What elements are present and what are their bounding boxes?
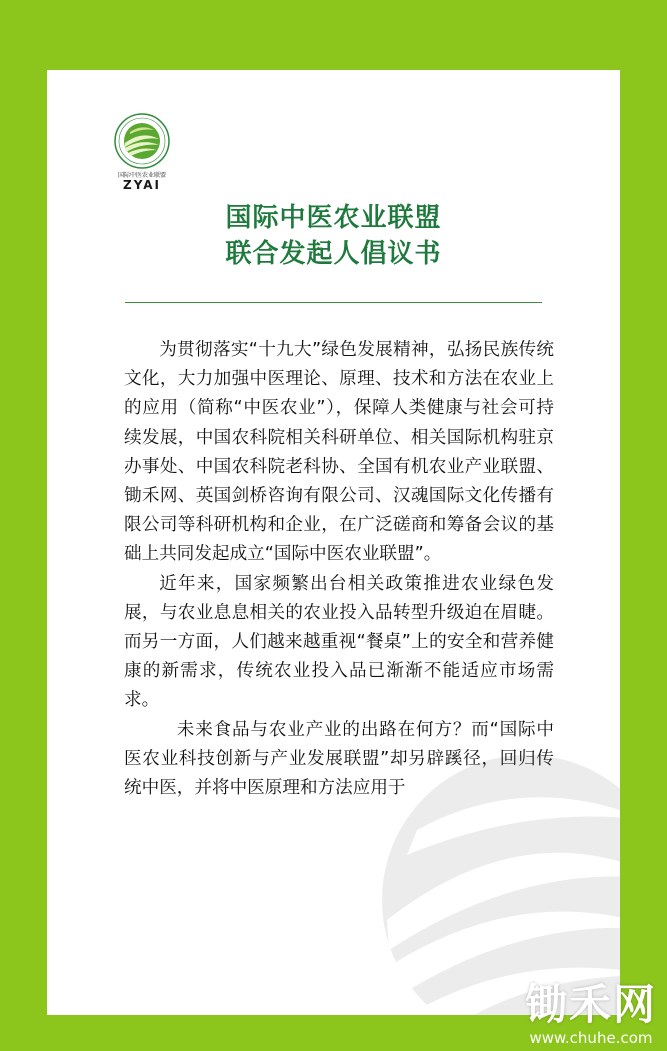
title-divider bbox=[125, 302, 542, 303]
title-line-1: 国际中医农业联盟 bbox=[225, 203, 442, 233]
title-line-2: 联合发起人倡议书 bbox=[225, 239, 442, 269]
chuhe-watermark bbox=[525, 980, 657, 1046]
logo-emblem-icon bbox=[112, 112, 172, 170]
logo-name-cn: 国际中医农业联盟 bbox=[117, 172, 166, 179]
brand-name: 锄禾网 bbox=[524, 980, 657, 1029]
paragraph-2: 近年来，国家频繁出台相关政策推进农业绿色发展，与农业息息相关的农业投入品转型升级迫在眉睫。而另一方面，人们越来越重视“餐桌”上的安全和营养健康的新需求，传统农业投入品已渐渐不能适应市场需求。 bbox=[124, 573, 554, 711]
proposal-body bbox=[124, 336, 554, 803]
zyai-logo bbox=[112, 112, 172, 192]
brand-url: www.chuhe.com bbox=[529, 1029, 653, 1047]
paragraph-1: 为贯彻落实“十九大”绿色发展精神，弘扬民族传统文化，大力加强中医理论、原理、技术和方法在农业上的应用（简称“中医农业”），保障人类健康与社会可持续发展，中国农科院相关科研单位、相关国际机构驻京办事处、中国农科院老科协、全国有机农业产业联盟、锄禾网、英国剑桥咨询有限公司、汉魂国际文化传播有限公司等科研机构和企业，在广泛磋商和筹备会议的基础上共同发起成立“国际中医农业联盟”。 bbox=[124, 340, 554, 565]
document-card bbox=[47, 70, 620, 1015]
page-title bbox=[47, 200, 620, 272]
paragraph-3: 未来食品与农业产业的出路在何方？而“国际中医农业科技创新与产业发展联盟”却另辟蹊径，回归传统中医，并将中医原理和方法应用于 bbox=[124, 719, 554, 799]
logo-abbr: ZYAI bbox=[123, 178, 161, 192]
